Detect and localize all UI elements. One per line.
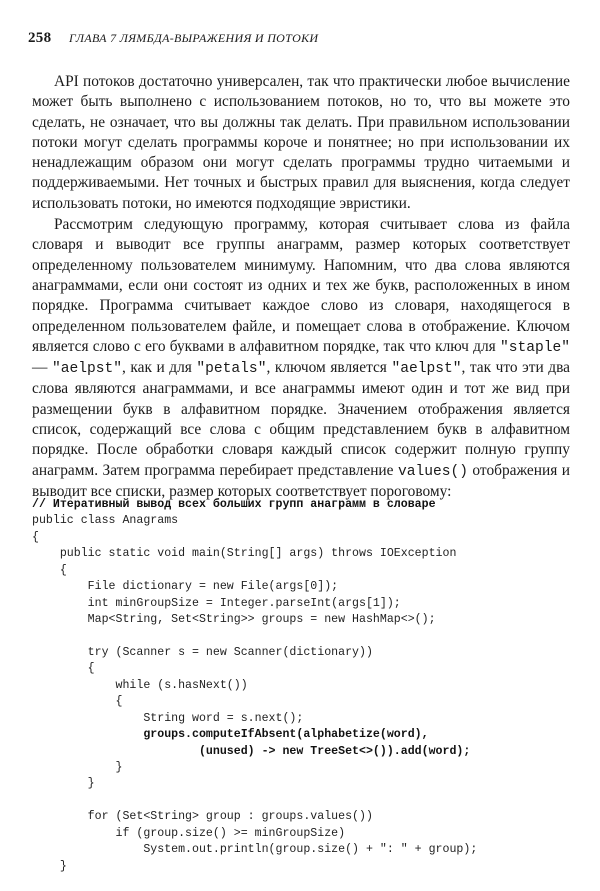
code-line [32,793,477,809]
code-line: { [32,530,39,544]
code-line: public class Anagrams [32,514,179,528]
code-line: int minGroupSize = Integer.parseInt(args[1]); [32,596,401,610]
text-span: отображения и выводит все списки, размер которых соответствует пороговому: [32,461,570,500]
page-header [28,30,318,47]
text-span: , ключом является [266,359,392,377]
page-number: 258 [28,30,52,46]
code-staple: "staple" [499,339,570,356]
text-span: , как и для [122,359,197,377]
code-line: // Итеративный вывод всех больших групп анаграмм в словаре [32,498,436,511]
code-aelpst: "aelpst" [51,361,122,378]
code-line [32,629,477,645]
paragraph-2 [32,215,570,502]
code-line: File dictionary = new File(args[0]); [32,580,339,594]
code-line: { [32,695,123,709]
code-listing [32,497,477,875]
code-line: } [32,859,67,873]
code-petals: "petals" [196,361,267,378]
body-text [32,72,570,502]
text-span: — [32,359,52,377]
code-line: { [32,563,67,577]
text-span: , так что эти два слова являются анаграммами, и все анаграммы имеют один и тот же вид при размещении букв в алфавитном порядке. Значением отображения является список, содержащий все слова с общим представлением букв в алфавитном порядке. После обработки словаря каждый список содержит полную группу анаграмм. Затем программа перебирает представление [32,359,570,479]
code-line: if (group.size() >= minGroupSize) [32,826,346,840]
chapter-title: ГЛАВА 7 ЛЯМБДА-ВЫРАЖЕНИЯ И ПОТОКИ [68,31,319,45]
code-line: } [32,761,123,774]
code-line: while (s.hasNext()) [32,678,248,692]
paragraph-1: API потоков достаточно универсален, так что практически любое вычисление может быть выполнено с использованием потоков, но то, что вы можете это сделать, не означает, что вы должны так делать. При правильном использовании потоки могут сделать программы короче и понятнее; но при использовании их ненадлежащим образом они могут сделать программы трудно читаемыми и поддерживаемыми. Нет точных и быстрых правил для выяснения, когда следует использовать потоки, но имеются подходящие эвристики. [32,73,570,212]
code-line: public static void main(String[] args) throws IOException [32,547,457,561]
code-line: System.out.println(group.size() + ": " + group); [32,843,478,857]
code-line: Map<String, Set<String>> groups = new HashMap<>(); [32,613,436,627]
code-line: try (Scanner s = new Scanner(dictionary)) [32,645,373,659]
code-aelpst-2: "aelpst" [391,361,462,378]
code-line: (unused) -> new TreeSet<>()).add(word); [32,744,471,758]
text-span: Рассмотрим следующую программу, которая считывает слова из файла словаря и выводит все группы анаграмм, размер которых соответствует определенному пользователем минимуму. Напомним, что два слова являются анаграммами, если они состоят из одних и тех же букв, расположенных в ином порядке. Программа считывает каждое слово из словаря, находящегося в определенном пользователем файле, и помещает слова в отображение. Ключом является слово с его буквами в алфавитном порядке, так что ключ для [32,216,570,355]
code-line: } [32,777,95,791]
code-line: groups.computeIfAbsent(alphabetize(word), [32,728,429,742]
code-line: String word = s.next(); [32,711,304,725]
code-values: values() [397,463,468,480]
code-line: for (Set<String> group : groups.values()) [32,810,373,824]
code-line: { [32,662,95,676]
